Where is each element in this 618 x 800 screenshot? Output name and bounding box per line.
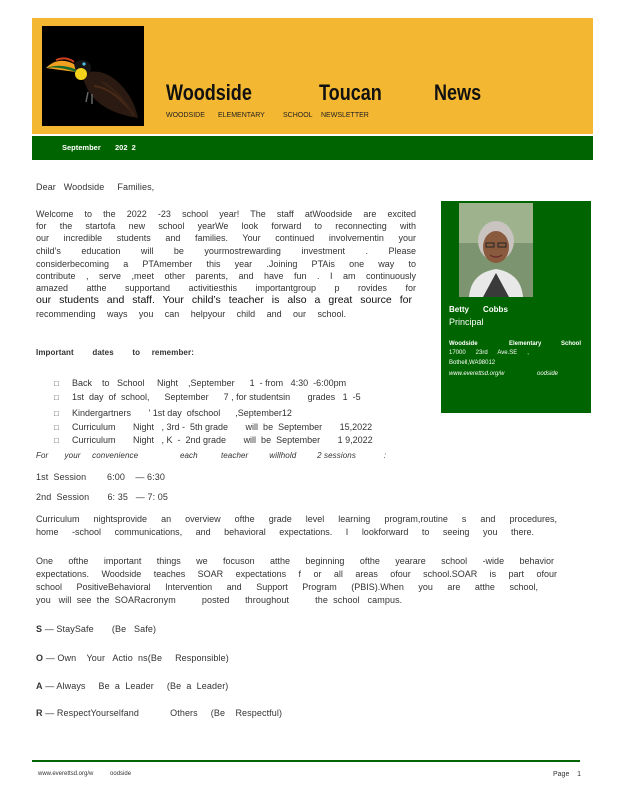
- soar-letter: A: [36, 681, 43, 691]
- principal-photo: [459, 203, 533, 297]
- session-1: 1st Session 6:00 — 6:30: [36, 472, 165, 482]
- principal-sidebar: [441, 201, 591, 413]
- dates-heading: Important dates to remember:: [36, 348, 194, 357]
- welcome-line: amazed atthe supportand activitiesthis importantgroup p rovides for: [36, 283, 416, 293]
- welcome-line: for the startofa new school yearWe look forward to reconnecting with: [36, 221, 416, 231]
- school-word-3: School: [561, 341, 582, 347]
- soar-text: — Own Your Actio ns(Be Responsible): [43, 653, 229, 663]
- subtitle-word-3: SCHOOL: [283, 112, 313, 119]
- welcome-line: contribute , serve ,meet other parents, and have fun . I am continuously: [36, 271, 416, 281]
- soar-text: — RespectYourselfand Others (Be Respectful): [42, 708, 283, 718]
- date-item: Kindergartners ' 1st day ofschool ,September12: [72, 408, 292, 418]
- page-number-value: 1: [577, 771, 582, 778]
- welcome-line: our incredible students and families. Your continued involvementin your: [36, 233, 416, 243]
- toucan-logo: [42, 26, 144, 126]
- website-part-1: www.everettsd.org/w: [449, 371, 505, 377]
- convenience-note: For your convenience each teacher willhold 2 sessions :: [36, 451, 387, 460]
- subtitle-word-1: WOODSIDE: [166, 112, 205, 119]
- title-word-3: News: [434, 80, 482, 105]
- welcome-line: considerbecoming a PTAmember this year .Joining PTAis one way to: [36, 259, 416, 269]
- bullet-icon: □: [54, 409, 59, 418]
- soar-item-o: [36, 653, 229, 663]
- date-item: 1st day of school, September 7 , for studentsin grades 1 -5: [72, 392, 361, 402]
- soar-line: you will see the SOARacronym posted throughout the school campus.: [36, 595, 403, 605]
- soar-letter: S: [36, 624, 43, 634]
- greeting: Dear Woodside Families,: [36, 182, 155, 192]
- welcome-line: Welcome to the 2022 -23 school year! The staff atWoodside are excited: [36, 209, 416, 219]
- soar-line: One ofthe important things we focuson atthe beginning ofthe yearare school -wide behavior: [36, 556, 554, 566]
- footer-website-part-2: oodside: [110, 771, 132, 777]
- page-number: [553, 771, 581, 778]
- title-word-2: Toucan: [319, 80, 382, 105]
- welcome-line: our students and staff. Your child’s teacher is also a great source for: [36, 294, 412, 306]
- date-month: September: [62, 143, 101, 152]
- welcome-line: recommending ways you can helpyour child and our school.: [36, 309, 346, 319]
- soar-letter: R: [36, 708, 43, 718]
- bullet-icon: □: [54, 393, 59, 402]
- welcome-line: child’s education will be yourmostrewarding investment . Please: [36, 246, 416, 256]
- soar-text: — Always Be a Leader (Be a Leader): [42, 681, 229, 691]
- newsletter-header: [32, 18, 593, 134]
- bullet-icon: □: [54, 379, 59, 388]
- school-address-line2: Bothell,WA98012: [449, 360, 496, 366]
- date-item: Back to School Night ,September 1 - from 4:30 -6:00pm: [72, 378, 347, 388]
- soar-text: — StaySafe (Be Safe): [42, 624, 157, 634]
- newsletter-title: [166, 80, 586, 106]
- bullet-icon: □: [54, 436, 59, 445]
- soar-item-s: [36, 624, 156, 634]
- school-address-line1: 17000 23rd Ave.SE ,: [449, 350, 529, 356]
- principal-last-name: Cobbs: [483, 305, 508, 314]
- soar-line: school PositiveBehavioral Intervention and Support Program (PBIS).When you are atthe school,: [36, 582, 538, 592]
- session-2: 2nd Session 6: 35 — 7: 05: [36, 492, 168, 502]
- curriculum-line: home -school communications, and behavioral expectations. I lookforward to seeing you there.: [36, 527, 534, 537]
- school-word-2: Elementary: [509, 341, 542, 347]
- page-label: Page: [553, 771, 570, 778]
- title-word-1: Woodside: [166, 80, 252, 105]
- curriculum-line: Curriculum nightsprovide an overview ofthe grade level learning program,routine s and procedures,: [36, 514, 557, 524]
- date-year: 202 2: [115, 143, 136, 152]
- footer-website[interactable]: [38, 771, 131, 777]
- footer-website-part-1: www.everettsd.org/w: [38, 771, 94, 777]
- school-word-1: Woodside: [449, 341, 478, 347]
- website-part-2: oodside: [537, 371, 559, 377]
- subtitle-word-2: ELEMENTARY: [218, 112, 265, 119]
- date-item: Curriculum Night , K - 2nd grade will be September 1 9,2022: [72, 435, 373, 445]
- toucan-icon: [42, 26, 144, 126]
- date-bar: [32, 136, 593, 160]
- soar-item-r: [36, 708, 282, 718]
- bullet-icon: □: [54, 423, 59, 432]
- principal-title: Principal: [449, 317, 484, 327]
- soar-letter: O: [36, 653, 44, 663]
- principal-first-name: Betty: [449, 305, 470, 314]
- footer-divider: [32, 760, 580, 762]
- soar-item-a: [36, 681, 228, 691]
- date-item: Curriculum Night , 3rd - 5th grade will be September 15,2022: [72, 422, 373, 432]
- subtitle-word-4: NEWSLETTER: [321, 112, 369, 119]
- soar-line: expectations. Woodside teaches SOAR expectations f or all areas ofour school.SOAR is part ofour: [36, 569, 557, 579]
